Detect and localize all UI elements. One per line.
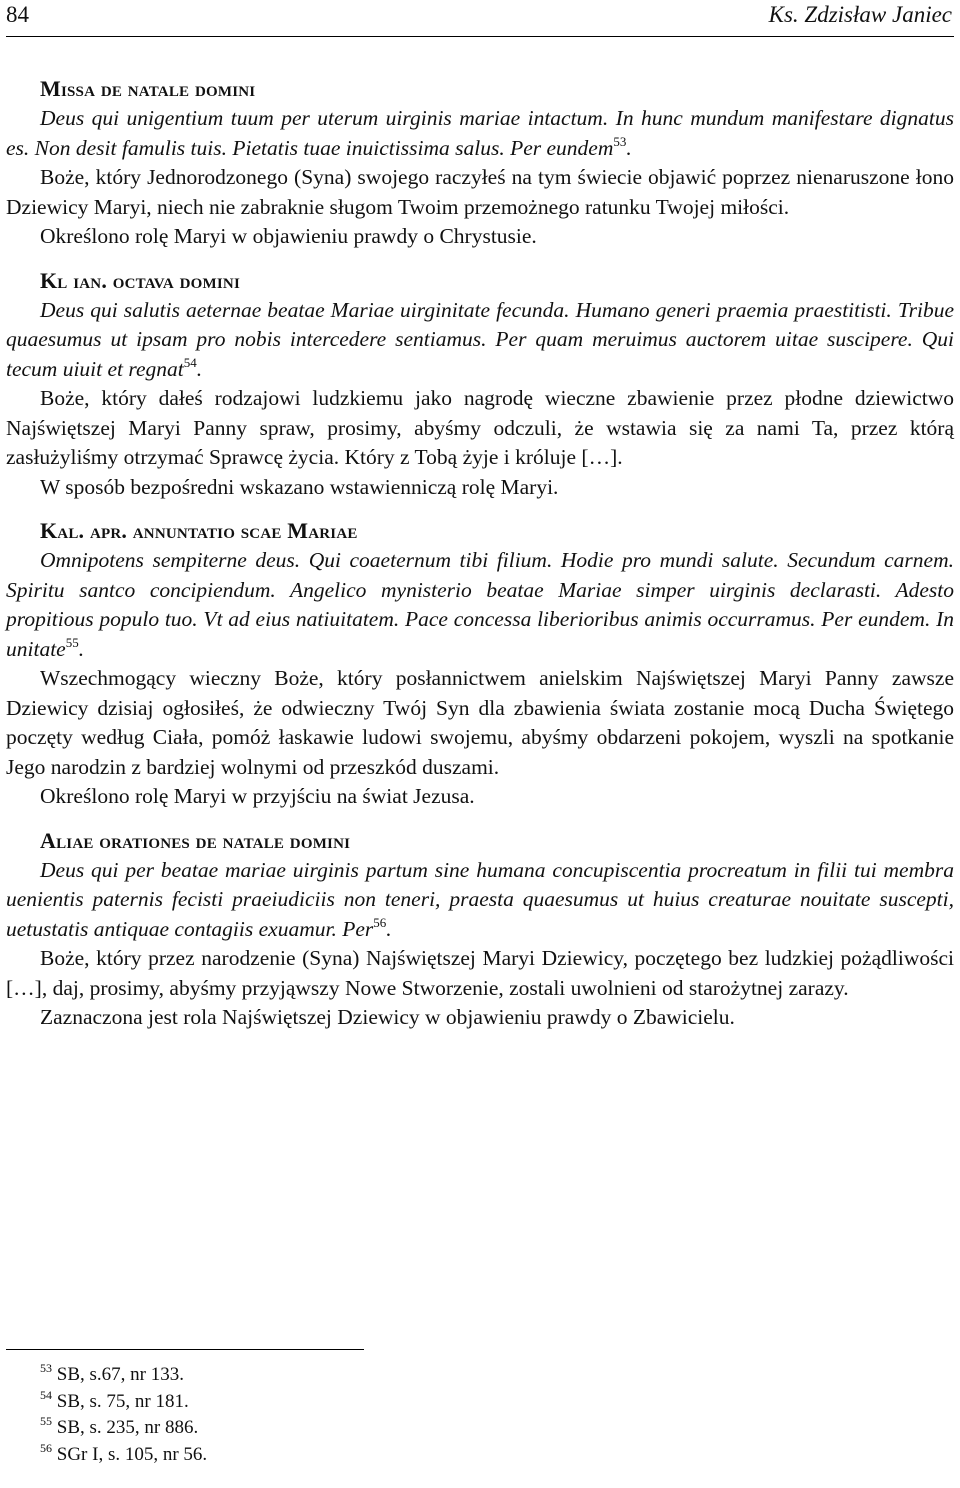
polish-translation: Boże, który Jednorodzonego (Syna) swojego raczyłeś na tym świecie objawić poprzez nienaruszone łono Dziewicy Maryi, niech nie zabraknie sługom Twoim przemożnego ratunku Twojej miłości. [6, 165, 954, 219]
latin-prayer: Deus qui salutis aeternae beatae Mariae uirginitate fecunda. Humano generi praemia praestitisti. Tribue quaesumus ut ipsam pro nobis intercedere sentiamus. Per quam meruimus auctorem uitae suscipere. Qui tecum uiuit et regnat$^{54}$. [6, 297, 954, 381]
section-heading: Aliae orationes de natale domini [40, 827, 351, 853]
footnote-ref[interactable]: 54 [183, 354, 197, 370]
page-number: 84 [6, 2, 29, 27]
commentary: Określono rolę Maryi w przyjściu na świat Jezusa. [40, 784, 475, 808]
section-heading: Kl ian. octava domini [40, 267, 241, 293]
footnote: $^{54}$ SB, s. 75, nr 181. [40, 1387, 189, 1412]
latin-prayer: Deus qui unigentium tuum per uterum uirginis mariae intactum. In hunc mundum manifestare dignatus es. Non desit famulis tuis. Pietatis tuae inuictissima salus. Per eundem$^{53}$. [6, 106, 954, 160]
page-body [6, 74, 954, 1047]
section-heading: Missa de natale domini [40, 76, 256, 101]
commentary: W sposób bezpośredni wskazano wstawienniczą rolę Maryi. [40, 474, 559, 499]
polish-translation: Boże, który przez narodzenie (Syna) Najświętszej Maryi Dziewicy, poczętego bez ludzkiej pożądliwości […], daj, prosimy, abyśmy przyjąwszy Nowe Stworzenie, zostali uwolnieni od starożytnej zarazy. [6, 946, 954, 1000]
commentary: Zaznaczona jest rola Najświętszej Dziewicy w objawieniu prawdy o Zbawicielu. [40, 1005, 735, 1029]
running-head: Ks. Zdzisław Janiec [768, 2, 952, 27]
section-annuntiatio [6, 516, 954, 812]
footnote: $^{55}$ SB, s. 235, nr 886. [40, 1414, 199, 1438]
footnote-divider [6, 1349, 364, 1350]
section-octava-domini [6, 266, 954, 503]
footnote-ref[interactable]: 56 [373, 914, 387, 930]
footnote: $^{56}$ SGr I, s. 105, nr 56. [40, 1440, 208, 1465]
polish-translation: Boże, który dałeś rodzajowi ludzkiemu jako nagrodę wieczne zbawienie przez płodne dziewictwo Najświętszej Maryi Panny spraw, prosimy, abyśmy odczuli, że wstawia się za nami Ta, przez którą zasłużyliśmy otrzymać Sprawcę życia. Który z Tobą żyje i króluje […]. [6, 386, 954, 469]
page-header [6, 0, 954, 37]
section-heading: Kal. apr. annuntatio scae Mariae [40, 518, 358, 543]
footnote-ref[interactable]: 55 [65, 634, 79, 650]
footnote-ref[interactable]: 53 [613, 133, 627, 149]
section-aliae-orationes [6, 826, 954, 1033]
latin-prayer: Deus qui per beatae mariae uirginis partum sine humana concupiscentia procreatum in filii tui membra uenientis paternis fecisti praeiudiciis non teneri, praesta quaesumus ut huius creaturae nouitate suscepti, uetustatis antiquae contagiis exuamur. Per$^{56}$. [6, 857, 954, 941]
footnote: $^{53}$ SB, s.67, nr 133. [40, 1361, 184, 1385]
polish-translation: Wszechmogący wieczny Boże, który posłannictwem anielskim Najświętszej Maryi Panny zawsze Dziewicy dzisiaj ogłosiłeś, że odwieczny Twój Syn dla zbawienia świata zostanie mocą Ducha Świętego poczęty według Ciała, pomóż łaskawie ludowi swojemu, abyśmy obdarzeni pokojem, wyszli na spotkanie Jego narodzin z bardziej wolnymi od przeszkód duszami. [6, 666, 954, 779]
latin-prayer: Omnipotens sempiterne deus. Qui coaeternum tibi filium. Hodie pro mundi salute. Secundum carnem. Spiritu santco concipiendum. Angelico mynisterio beatae Mariae simper uirginis declarasti. Adesto propitious populo tuo. Vt ad eius natiuitatem. Pace concessa liberioribus animis occurramus. Per eundem. In unitate$^{55}$. [6, 548, 954, 661]
commentary: Określono rolę Maryi w objawieniu prawdy o Chrystusie. [40, 224, 537, 248]
footnotes [40, 1362, 207, 1468]
section-missa-de-natale [6, 74, 954, 252]
